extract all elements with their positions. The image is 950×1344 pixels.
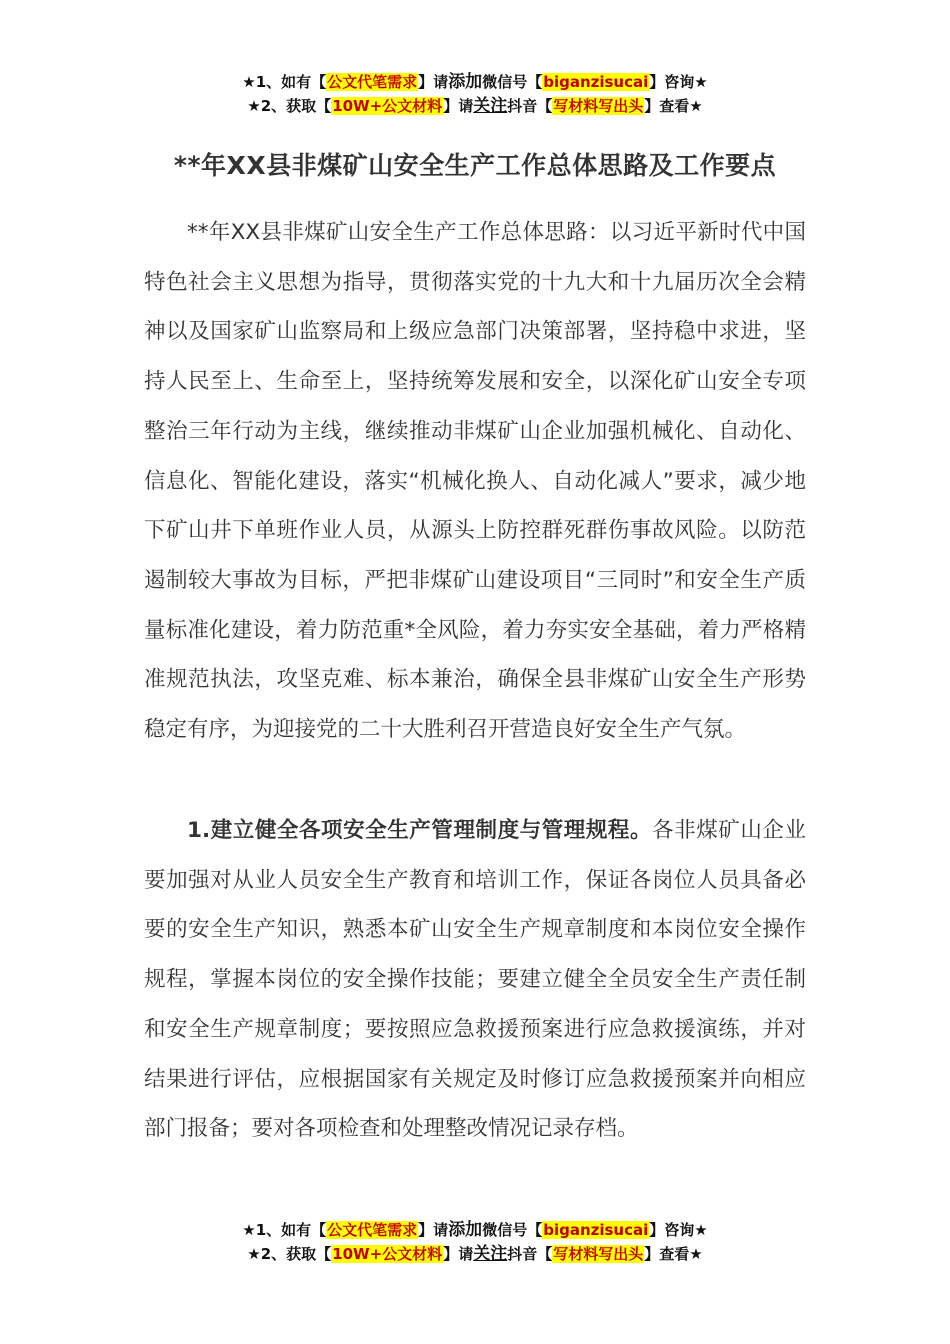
paragraph-point-1 — [144, 806, 806, 1154]
point-1-heading: 1.建立健全各项安全生产管理制度与管理规程。 — [187, 818, 653, 843]
star-icon: ★ — [247, 1245, 261, 1263]
banner-line-2: ★2、获取【10W+公文材料】请关注抖音【写材料写出头】查看★ — [247, 1244, 703, 1264]
banner-line-1: ★1、如有【公文代笔需求】请添加微信号【biganzisucai】咨询★ — [242, 1220, 708, 1240]
star-icon: ★ — [689, 1245, 703, 1263]
highlight-materials: 10W+公文材料 — [332, 97, 443, 115]
highlight-douyin-account: 写材料写出头 — [553, 1245, 644, 1263]
star-icon: ★ — [694, 73, 708, 91]
body-section-1 — [144, 208, 806, 755]
body-section-2 — [144, 806, 806, 1154]
footer-banner — [0, 1218, 950, 1266]
highlight-wechat-id: biganzisucai — [543, 1221, 649, 1239]
highlight-wechat-id: biganzisucai — [543, 73, 649, 91]
star-icon: ★ — [247, 97, 261, 115]
star-icon: ★ — [689, 97, 703, 115]
star-icon: ★ — [242, 73, 256, 91]
highlight-service: 公文代笔需求 — [327, 1221, 418, 1239]
star-icon: ★ — [694, 1221, 708, 1239]
document-title: **年XX县非煤矿山安全生产工作总体思路及工作要点 — [173, 151, 777, 180]
point-1-text: 各非煤矿山企业要加强对从业人员安全生产教育和培训工作，保证各岗位人员具备必要的安全生产知识，熟悉本矿山安全生产规章制度和本岗位安全操作规程，掌握本岗位的安全操作技能；要建立健全全员安全生产责任制和安全生产规章制度；要按照应急救援预案进行应急救援演练，并对结果进行评估，应根据国家有关规定及时修订应急救援预案并向相应部门报备；要对各项检查和处理整改情况记录存档。 — [144, 818, 806, 1142]
header-banner — [0, 70, 950, 118]
star-icon: ★ — [242, 1221, 256, 1239]
paragraph-overall-approach: **年XX县非煤矿山安全生产工作总体思路：以习近平新时代中国特色社会主义思想为指导，贯彻落实党的十九大和十九届历次全会精神以及国家矿山监察局和上级应急部门决策部署，坚持稳中求进，坚持人民至上、生命至上，坚持统筹发展和安全，以深化矿山安全专项整治三年行动为主线，继续推动非煤矿山企业加强机械化、自动化、信息化、智能化建设，落实“机械化换人、自动化减人”要求，减少地下矿山井下单班作业人员，从源头上防控群死群伤事故风险。以防范遏制较大事故为目标，严把非煤矿山建设项目“三同时”和安全生产质量标准化建设，着力防范重*全风险，着力夯实安全基础，着力严格精准规范执法，攻坚克难、标本兼治，确保全县非煤矿山安全生产形势稳定有序，为迎接党的二十大胜利召开营造良好安全生产气氛。 — [144, 220, 806, 743]
banner-line-2: ★2、获取【10W+公文材料】请关注抖音【写材料写出头】查看★ — [247, 96, 703, 116]
banner-line-1: ★1、如有【公文代笔需求】请添加微信号【biganzisucai】咨询★ — [242, 72, 708, 92]
highlight-service: 公文代笔需求 — [327, 73, 418, 91]
highlight-materials: 10W+公文材料 — [332, 1245, 443, 1263]
highlight-douyin-account: 写材料写出头 — [553, 97, 644, 115]
